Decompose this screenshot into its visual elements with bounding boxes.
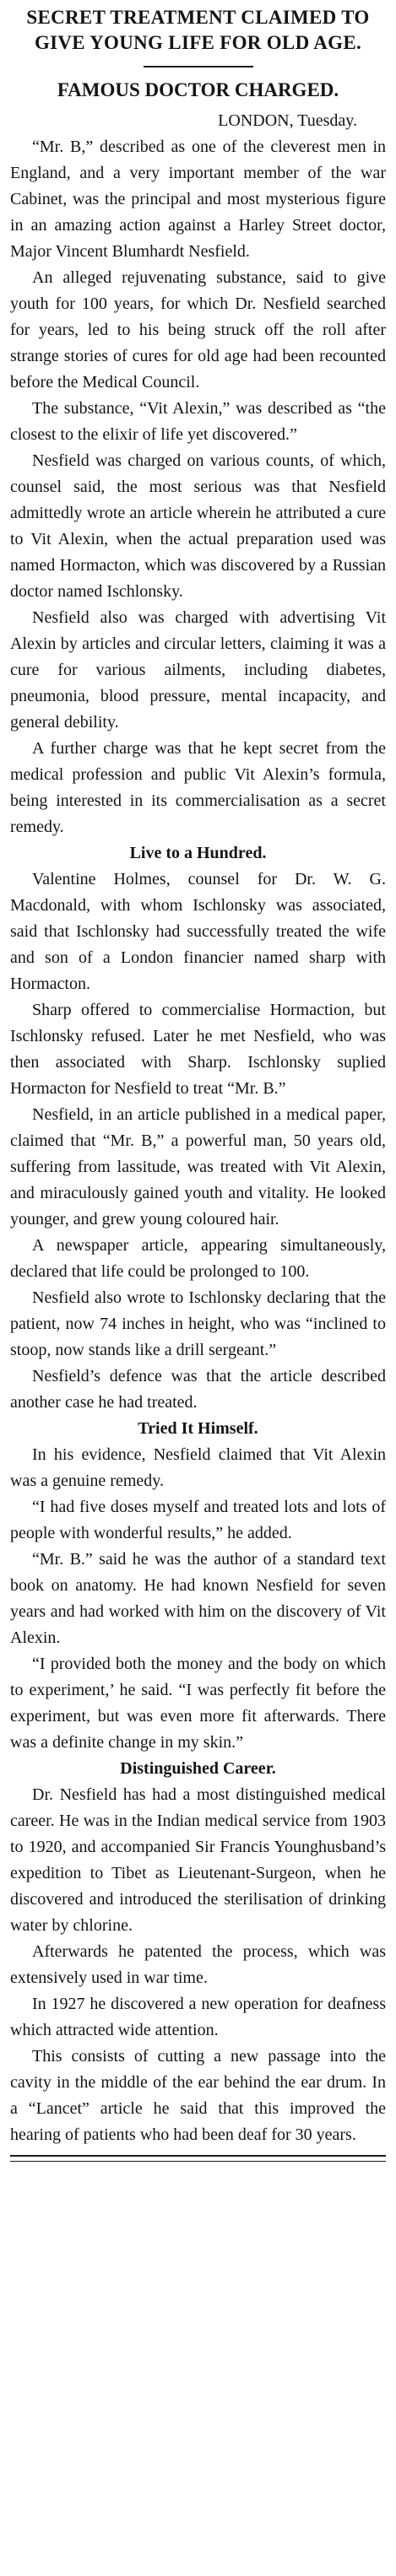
paragraph: Nesfield, in an article published in a medical paper, claimed that “Mr. B,” a powerful man, 50 years old, suffering from lassitude, was treated with Vit Alexin, and miraculously gained youth and vitality. He looked younger, and grew young coloured hair. [10,1105,386,1229]
paragraph: “I had five doses myself and treated lots and lots of people with wonderful results,” he added. [10,1498,386,1542]
paragraph: A newspaper article, appearing simultaneously, declared that life could be prolonged to 100. [10,1236,386,1281]
paragraph: The substance, “Vit Alexin,” was described as “the closest to the elixir of life yet discovered.” [10,399,386,444]
headline-divider [144,66,253,68]
article-headline: SECRET TREATMENT CLAIMED TO GIVE YOUNG LIFE FOR OLD AGE. [26,7,370,53]
subheading-live-to-a-hundred: Live to a Hundred. [129,844,267,862]
paragraph: Dr. Nesfield has had a most distinguished medical career. He was in the Indian medical service from 1903 to 1920, and accompanied Sir Francis Younghusband’s expedition to Tibet as Lieutenant-Surgeon, when he discovered and introduced the sterilisation of drinking water by chlorine. [10,1785,386,1935]
paragraph: “Mr. B,” described as one of the cleverest men in England, and a very important member of the war Cabinet, was the principal and most mysterious figure in an amazing action against a Harley Street doctor, Major Vincent Blumhardt Nesfield. [10,138,386,261]
paragraph: In 1927 he discovered a new operation for deafness which attracted wide attention. [10,1995,386,2039]
paragraph: Valentine Holmes, counsel for Dr. W. G. Macdonald, with whom Ischlonsky was associated, said that Ischlonsky had successfully treated the wife and son of a London financier named sharp with Hormacton. [10,870,386,993]
paragraph: A further charge was that he kept secret from the medical profession and public Vit Alexin’s formula, being interested in its commercialisation as a secret remedy. [10,739,386,836]
paragraph: Nesfield’s defence was that the article described another case he had treated. [10,1367,386,1412]
dateline: LONDON, Tuesday. [218,111,357,130]
paragraph: Nesfield also was charged with advertising Vit Alexin by articles and circular letters, claiming it was a cure for various ailments, including diabetes, pneumonia, blood pressure, mental incapacity, and general debility. [10,608,386,732]
paragraph: In his evidence, Nesfield claimed that Vit Alexin was a genuine remedy. [10,1445,386,1490]
end-rule [10,2155,386,2162]
subheading-distinguished-career: Distinguished Career. [120,1759,276,1778]
paragraph: This consists of cutting a new passage into the cavity in the middle of the ear behind the ear drum. In a “Lancet” article he said that this improved the hearing of patients who had been deaf for 30 years. [10,2047,386,2144]
paragraph: Nesfield was charged on various counts, of which, counsel said, the most serious was that Nesfield admittedly wrote an article wherein he attributed a cure to Vit Alexin, when the actual preparation used was named Hormacton, which was discovered by a Russian doctor named Ischlonsky. [10,451,386,601]
paragraph: Nesfield also wrote to Ischlonsky declaring that the patient, now 74 inches in height, who was “inclined to stoop, now stands like a drill sergeant.” [10,1288,386,1359]
paragraph: “Mr. B.” said he was the author of a standard text book on anatomy. He had known Nesfield for seven years and had worked with him on the discovery of Vit Alexin. [10,1550,386,1647]
article-deck: FAMOUS DOCTOR CHARGED. [57,79,339,100]
paragraph: “I provided both the money and the body on which to experiment,’ he said. “I was perfectly fit before the experiment, but was even more fit afterwards. There was a definite change in my skin.” [10,1655,386,1752]
paragraph: Sharp offered to commercialise Hormaction, but Ischlonsky refused. Later he met Nesfield, who was then associated with Sharp. Ischlonsky suplied Hormacton for Nesfield to treat “Mr. B.” [10,1001,386,1098]
paragraph: Afterwards he patented the process, which was extensively used in war time. [10,1942,386,1987]
paragraph: An alleged rejuvenating substance, said to give youth for 100 years, for which Dr. Nesfield searched for years, led to his being struck off the roll after strange stories of cures for old age had been recounted before the Medical Council. [10,268,386,392]
subheading-tried-it-himself: Tried It Himself. [138,1419,258,1438]
